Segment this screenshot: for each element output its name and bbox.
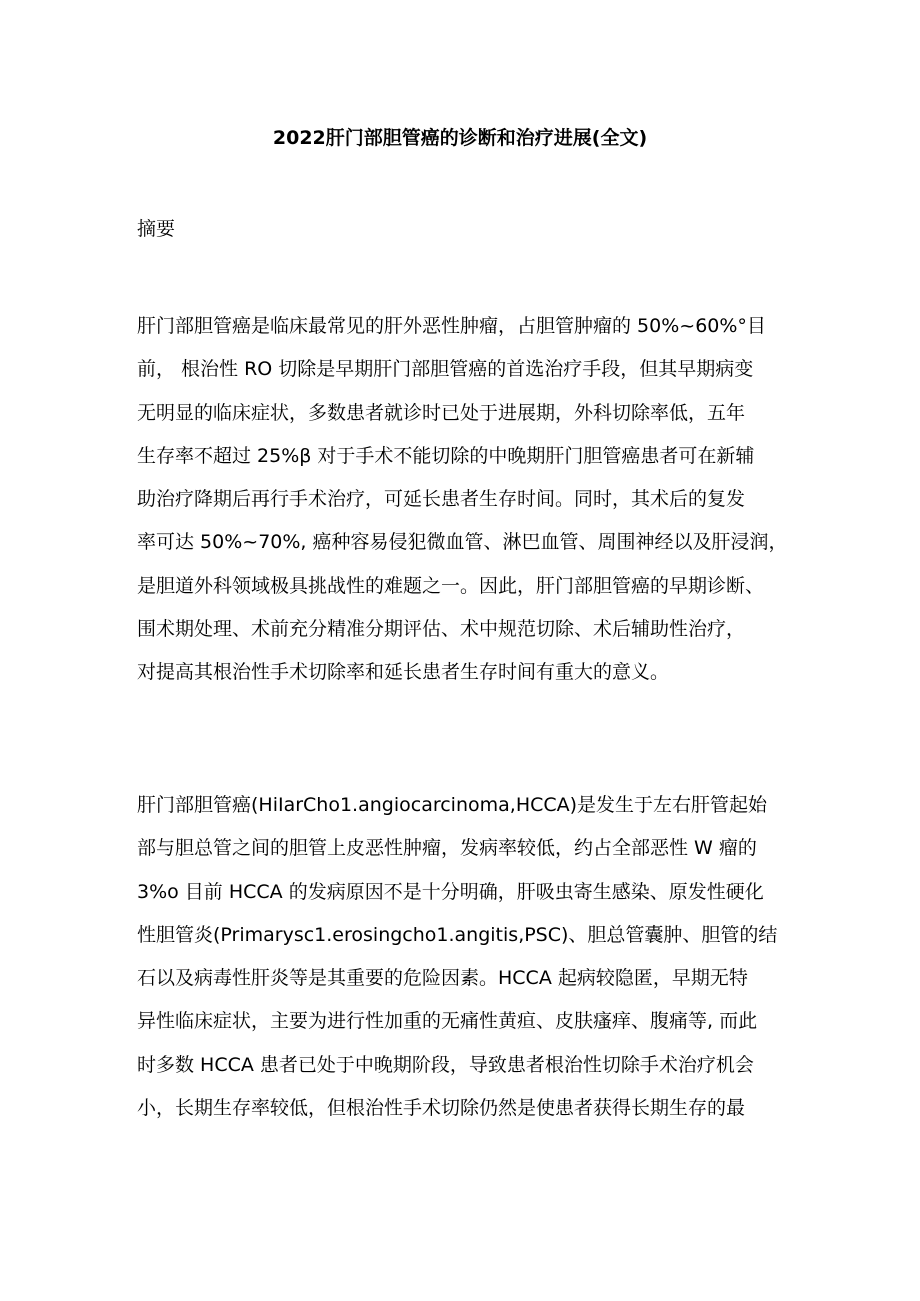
text-line: 肝门部胆管癌是临床最常见的肝外恶性肿瘤，占胆管肿瘤的 50%~60%°目 [137,315,766,337]
text-line: 是胆道外科领域极具挑战性的难题之一。因此，肝门部胆管癌的早期诊断、 [137,574,765,597]
document-title: 2022肝门部胆管癌的诊断和治疗进展(全文) [272,127,648,149]
text-line: 石以及病毒性肝炎等是其重要的危险因素。HCCA 起病较隐匿，早期无特 [137,967,748,990]
text-line: 部与胆总管之间的胆管上皮恶性肿瘤，发病率较低，约占全部恶性 W 瘤的 [137,837,757,860]
text-line: 时多数 HCCA 患者已处于中晚期阶段，导致患者根治性切除手术治疗机会 [137,1053,754,1076]
text-line: 对提高其根治性手术切除率和延长患者生存时间有重大的意义。 [137,661,670,684]
text-line: 异性临床症状，主要为进行性加重的无痛性黄疸、皮肤瘙痒、腹痛等, 而此 [137,1010,758,1033]
paragraph-hcca-intro [137,791,817,1137]
text-line: 助治疗降期后再行手术治疗，可延长患者生存时间。同时，其术后的复发 [137,488,746,511]
text-line: 肝门部胆管癌(HiIarCho1.angiocarcinoma,HCCA)是发生于左右肝管起始 [137,794,768,816]
text-line: 生存率不超过 25%β 对于手术不能切除的中晚期肝门胆管癌患者可在新辅 [137,444,755,467]
text-line: 无明显的临床症状，多数患者就诊时已处于进展期，外科切除率低，五年 [137,401,746,424]
text-line: 围术期处理、术前充分精准分期评估、术中规范切除、术后辅助性治疗， [137,618,746,641]
abstract-heading: 摘要 [137,218,176,240]
text-line: 3%o 目前 HCCA 的发病原因不是十分明确，肝吸虫寄生感染、原发性硬化 [137,880,764,903]
text-line: 性胆管炎(Primarysc1.erosingcho1.angitis,PSC)、胆总管囊肿、胆管的结 [137,923,778,946]
paragraph-abstract [137,312,817,702]
text-line: 小，长期生存率较低，但根治性手术切除仍然是使患者获得长期生存的最 [137,1097,746,1120]
text-line: 前， 根治性 RO 切除是早期肝门部胆管癌的首选治疗手段，但其早期病变 [137,358,754,381]
text-line: 率可达 50%~70%, 癌种容易侵犯微血管、淋巴血管、周围神经以及肝浸润， [137,531,788,554]
